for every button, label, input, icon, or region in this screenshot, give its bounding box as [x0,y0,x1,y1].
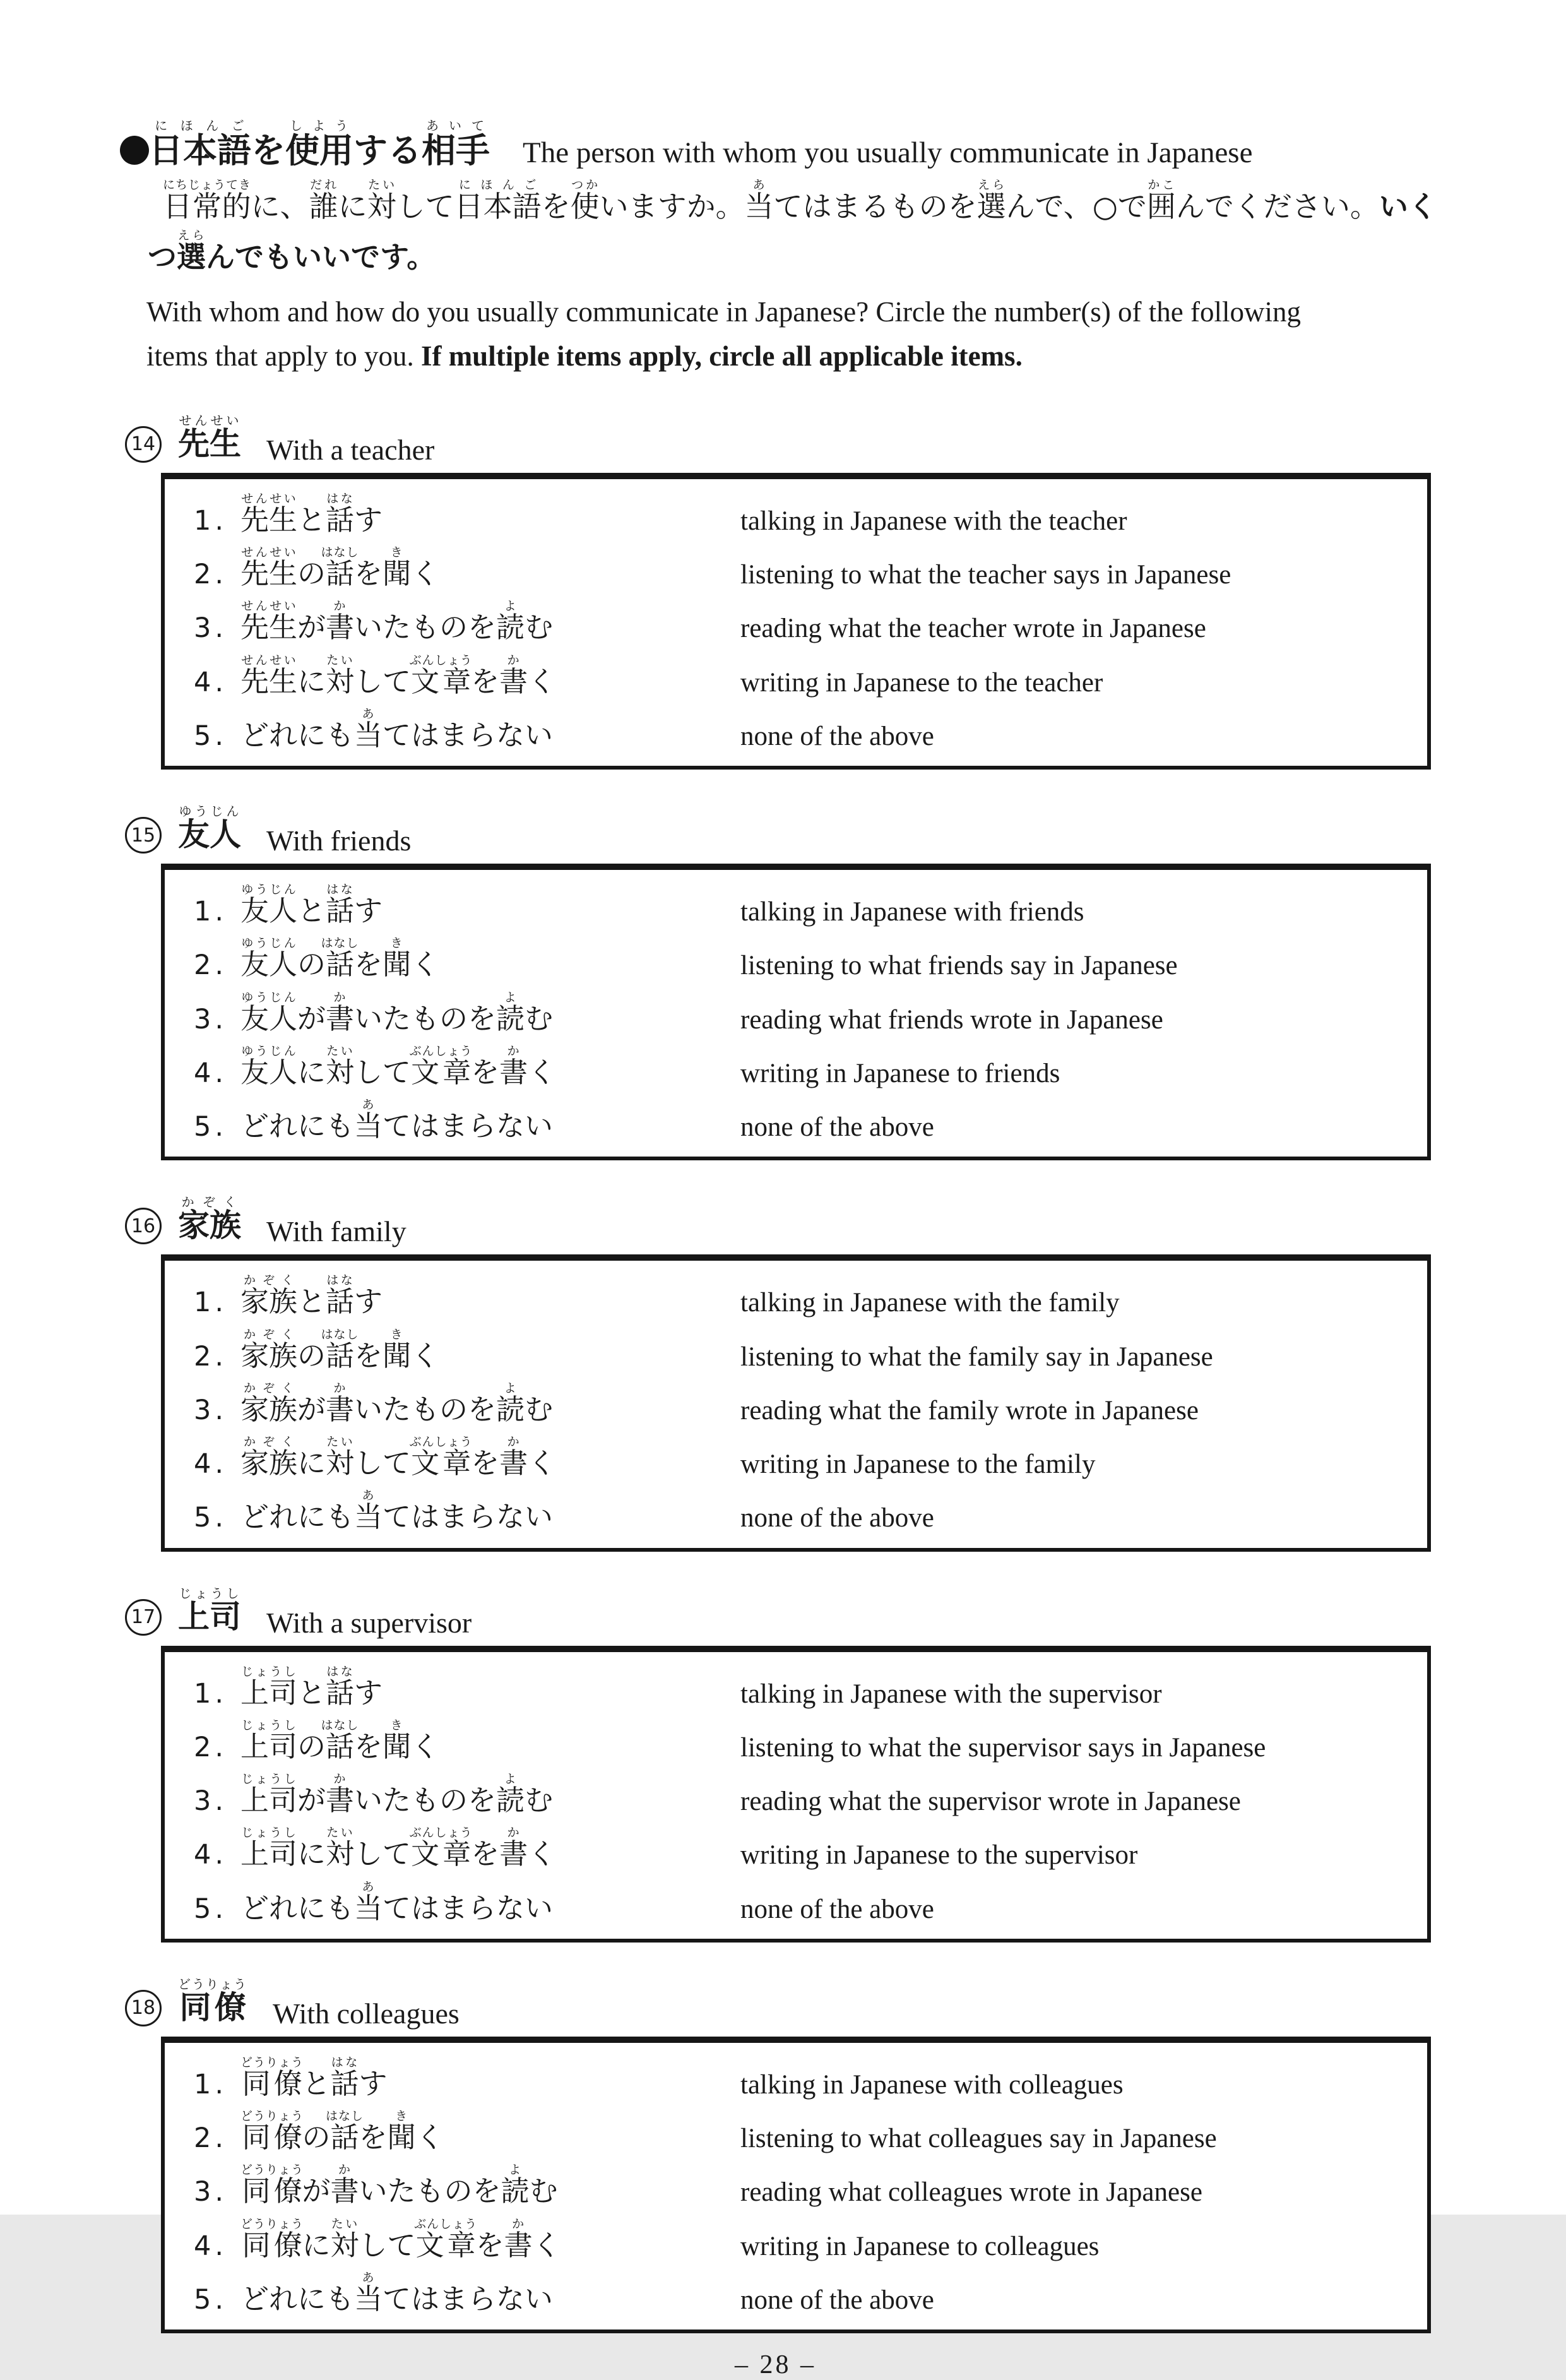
item-number: 5. [194,2283,228,2316]
questionnaire-item [194,1381,1418,1430]
item-text-jp: 先生せんせいが書かいたものを読よむ [240,599,554,645]
questionnaire-item [194,2271,1418,2319]
item-text-jp: どれにも当あてはまらない [240,1879,554,1925]
questionnaire-item [194,1772,1418,1821]
questionnaire-item [194,2163,1418,2211]
item-number: 5. [194,1893,228,1925]
item-text-jp: 家族かぞくの話はなしを聞きく [240,1327,440,1372]
item-text-en: talking in Japanese with the supervisor [740,1679,1162,1709]
questionnaire-item [194,991,1418,1039]
item-text-jp: 友人ゆうじんと話はなす [240,883,383,928]
item-number: 4. [194,1448,228,1480]
section-number-badge [125,817,162,854]
section-title-jp: 同僚どうりょう [178,1976,247,2026]
section-title-jp: 先生せんせい [178,412,241,462]
questionnaire-item [194,1435,1418,1484]
question-section [120,414,1471,770]
item-text-en: reading what the supervisor wrote in Japanese [740,1787,1241,1817]
item-text-jp: 同僚どうりょうが書かいたものを読よむ [240,2163,558,2208]
item-text-en: reading what the teacher wrote in Japanese [740,614,1206,644]
item-number: 4. [194,1839,228,1871]
item-text-en: reading what the family wrote in Japanese [740,1395,1199,1425]
instruction-en-line2-bold: If multiple items apply, circle all applicable items. [420,340,1023,372]
item-text-en: none of the above [740,1112,934,1143]
item-text-jp: 先生せんせいと話はなす [240,491,383,537]
item-number: 2. [194,949,228,982]
questionnaire-item [194,2217,1418,2266]
item-text-jp: 上司じょうしに対たいして文章ぶんしょうを書かく [240,1826,557,1871]
item-text-en: listening to what colleagues say in Japanese [740,2124,1217,2154]
section-title-en: With colleagues [273,1997,460,2030]
page-title-en: The person with whom you usually communicate in Japanese [523,136,1253,169]
section-number-badge [125,1990,162,2026]
item-text-en: none of the above [740,721,934,751]
section-number: 14 [131,433,156,456]
item-text-jp: 家族かぞくに対たいして文章ぶんしょうを書かく [240,1435,557,1480]
questionnaire-item [194,1665,1418,1713]
item-text-en: writing in Japanese to the teacher [740,667,1103,698]
questionnaire-item [194,2056,1418,2104]
questionnaire-item [194,1328,1418,1376]
questionnaire-item [194,545,1418,594]
question-section [120,1195,1471,1551]
section-number-badge [125,1208,162,1244]
item-text-en: listening to what friends say in Japanese [740,951,1178,981]
section-title-en: With family [266,1215,406,1248]
section-number: 15 [131,824,156,847]
section-header [125,414,1471,468]
item-text-jp: 友人ゆうじんに対たいして文章ぶんしょうを書かく [240,1044,557,1089]
questionnaire-item [194,1826,1418,1874]
section-box [161,864,1431,1160]
bullet-icon [120,136,149,165]
section-title-en: With a supervisor [266,1606,472,1639]
item-text-jp: 先生せんせいに対たいして文章ぶんしょうを書かく [240,653,557,698]
section-header [125,1586,1471,1641]
item-number: 1. [194,1677,228,1710]
item-text-jp: 同僚どうりょうに対たいして文章ぶんしょうを書かく [240,2216,561,2262]
instruction-en-line2-normal: items that apply to you. [146,340,421,372]
questionnaire-item [194,1718,1418,1767]
instruction-en-line2 [146,335,1471,379]
item-text-en: talking in Japanese with the teacher [740,506,1127,536]
section-title-jp: 家族かぞく [178,1194,241,1244]
item-number: 4. [194,666,228,698]
item-text-jp: どれにも当あてはまらない [240,1098,554,1143]
section-title-en: With friends [266,824,412,857]
item-text-jp: どれにも当あてはまらない [240,2270,554,2316]
section-header [125,804,1471,859]
section-number-badge [125,1599,162,1636]
item-number: 2. [194,1340,228,1372]
section-title-jp: 友人ゆうじん [178,804,241,854]
item-text-jp: 先生せんせいの話はなしを聞きく [240,545,440,591]
item-number: 4. [194,1057,228,1089]
item-text-en: none of the above [740,2285,934,2315]
section-number-badge [125,426,162,463]
questionnaire-item [194,2109,1418,2158]
item-number: 2. [194,2122,228,2155]
questionnaire-item [194,599,1418,648]
question-section [120,1586,1471,1943]
section-box [161,1646,1431,1943]
item-text-en: listening to what the teacher says in Japanese [740,560,1231,590]
questionnaire-item [194,936,1418,985]
questionnaire-item [194,492,1418,540]
item-text-jp: 上司じょうしと話はなす [240,1664,383,1710]
section-number: 17 [131,1606,156,1629]
item-text-en: none of the above [740,1503,934,1533]
item-text-jp: 家族かぞくと話はなす [240,1273,383,1319]
item-text-en: talking in Japanese with friends [740,897,1084,927]
page-title-jp: 日本語にほんごを使用しようする相手あいて [149,118,490,170]
item-number: 2. [194,559,228,591]
page-header [120,119,1471,178]
section-header [125,1195,1471,1249]
item-number: 2. [194,1731,228,1763]
item-text-jp: 同僚どうりょうの話はなしを聞きく [240,2109,444,2155]
section-box [161,473,1431,770]
item-text-jp: どれにも当あてはまらない [240,1489,554,1534]
item-number: 3. [194,612,228,645]
item-text-en: writing in Japanese to the supervisor [740,1840,1138,1871]
item-text-en: reading what friends wrote in Japanese [740,1004,1163,1035]
sections [120,414,1471,2333]
item-text-en: talking in Japanese with colleagues [740,2069,1124,2100]
item-number: 5. [194,1502,228,1534]
item-number: 3. [194,2176,228,2208]
item-text-en: listening to what the supervisor says in Japanese [740,1732,1266,1763]
item-number: 1. [194,504,228,537]
questionnaire-item [194,707,1418,756]
section-number: 18 [131,1997,156,2020]
section-header [125,1977,1471,2032]
item-text-en: writing in Japanese to colleagues [740,2231,1100,2261]
questionnaire-item [194,1273,1418,1322]
item-number: 4. [194,2230,228,2262]
item-text-jp: 友人ゆうじんが書かいたものを読よむ [240,990,554,1035]
item-text-en: none of the above [740,1894,934,1924]
item-number: 1. [194,2068,228,2100]
item-text-en: listening to what the family say in Japanese [740,1342,1213,1372]
questionnaire-item [194,1044,1418,1093]
section-title-jp: 上司じょうし [178,1585,241,1635]
questionnaire-item [194,883,1418,931]
item-number: 1. [194,1287,228,1319]
item-text-en: writing in Japanese to the family [740,1449,1096,1480]
item-number: 3. [194,1003,228,1035]
item-text-jp: 同僚どうりょうと話はなす [240,2055,388,2100]
item-text-en: writing in Japanese to friends [740,1058,1060,1088]
item-text-jp: 上司じょうしの話はなしを聞きく [240,1718,440,1763]
instruction-en-line1: With whom and how do you usually communicate in Japanese? Circle the number(s) of the following [146,296,1302,328]
page-number: – 28 – [735,2350,816,2380]
section-title-en: With a teacher [266,433,435,466]
questionnaire-item [194,1489,1418,1537]
section-box [161,2037,1431,2333]
instruction-jp-line1: 日常的にちじょうてきに、誰だれに対たいして日本語にほんごを使つかいますか。当あてはまるものを選えらんで、○で囲かこんでください。いく [163,178,1437,224]
item-text-en: talking in Japanese with the family [740,1288,1120,1318]
item-text-jp: 家族かぞくが書かいたものを読よむ [240,1381,554,1426]
questionnaire-item [194,1880,1418,1929]
item-text-jp: 上司じょうしが書かいたものを読よむ [240,1772,554,1818]
instruction-jp [148,178,1471,279]
item-number: 1. [194,896,228,928]
item-text-jp: どれにも当あてはまらない [240,706,554,752]
item-number: 3. [194,1785,228,1818]
item-number: 5. [194,1111,228,1143]
section-box [161,1254,1431,1551]
item-text-en: reading what colleagues wrote in Japanese [740,2177,1202,2208]
question-section [120,1977,1471,2333]
question-section [120,804,1471,1160]
item-number: 3. [194,1394,228,1426]
questionnaire-item [194,653,1418,702]
item-number: 5. [194,720,228,752]
questionnaire-item [194,1098,1418,1146]
instruction-jp-line2: つ選えらんでもいいです。 [148,229,436,275]
item-text-jp: 友人ゆうじんの話はなしを聞きく [240,936,440,982]
section-number: 16 [131,1215,156,1237]
instruction-en [146,290,1471,379]
